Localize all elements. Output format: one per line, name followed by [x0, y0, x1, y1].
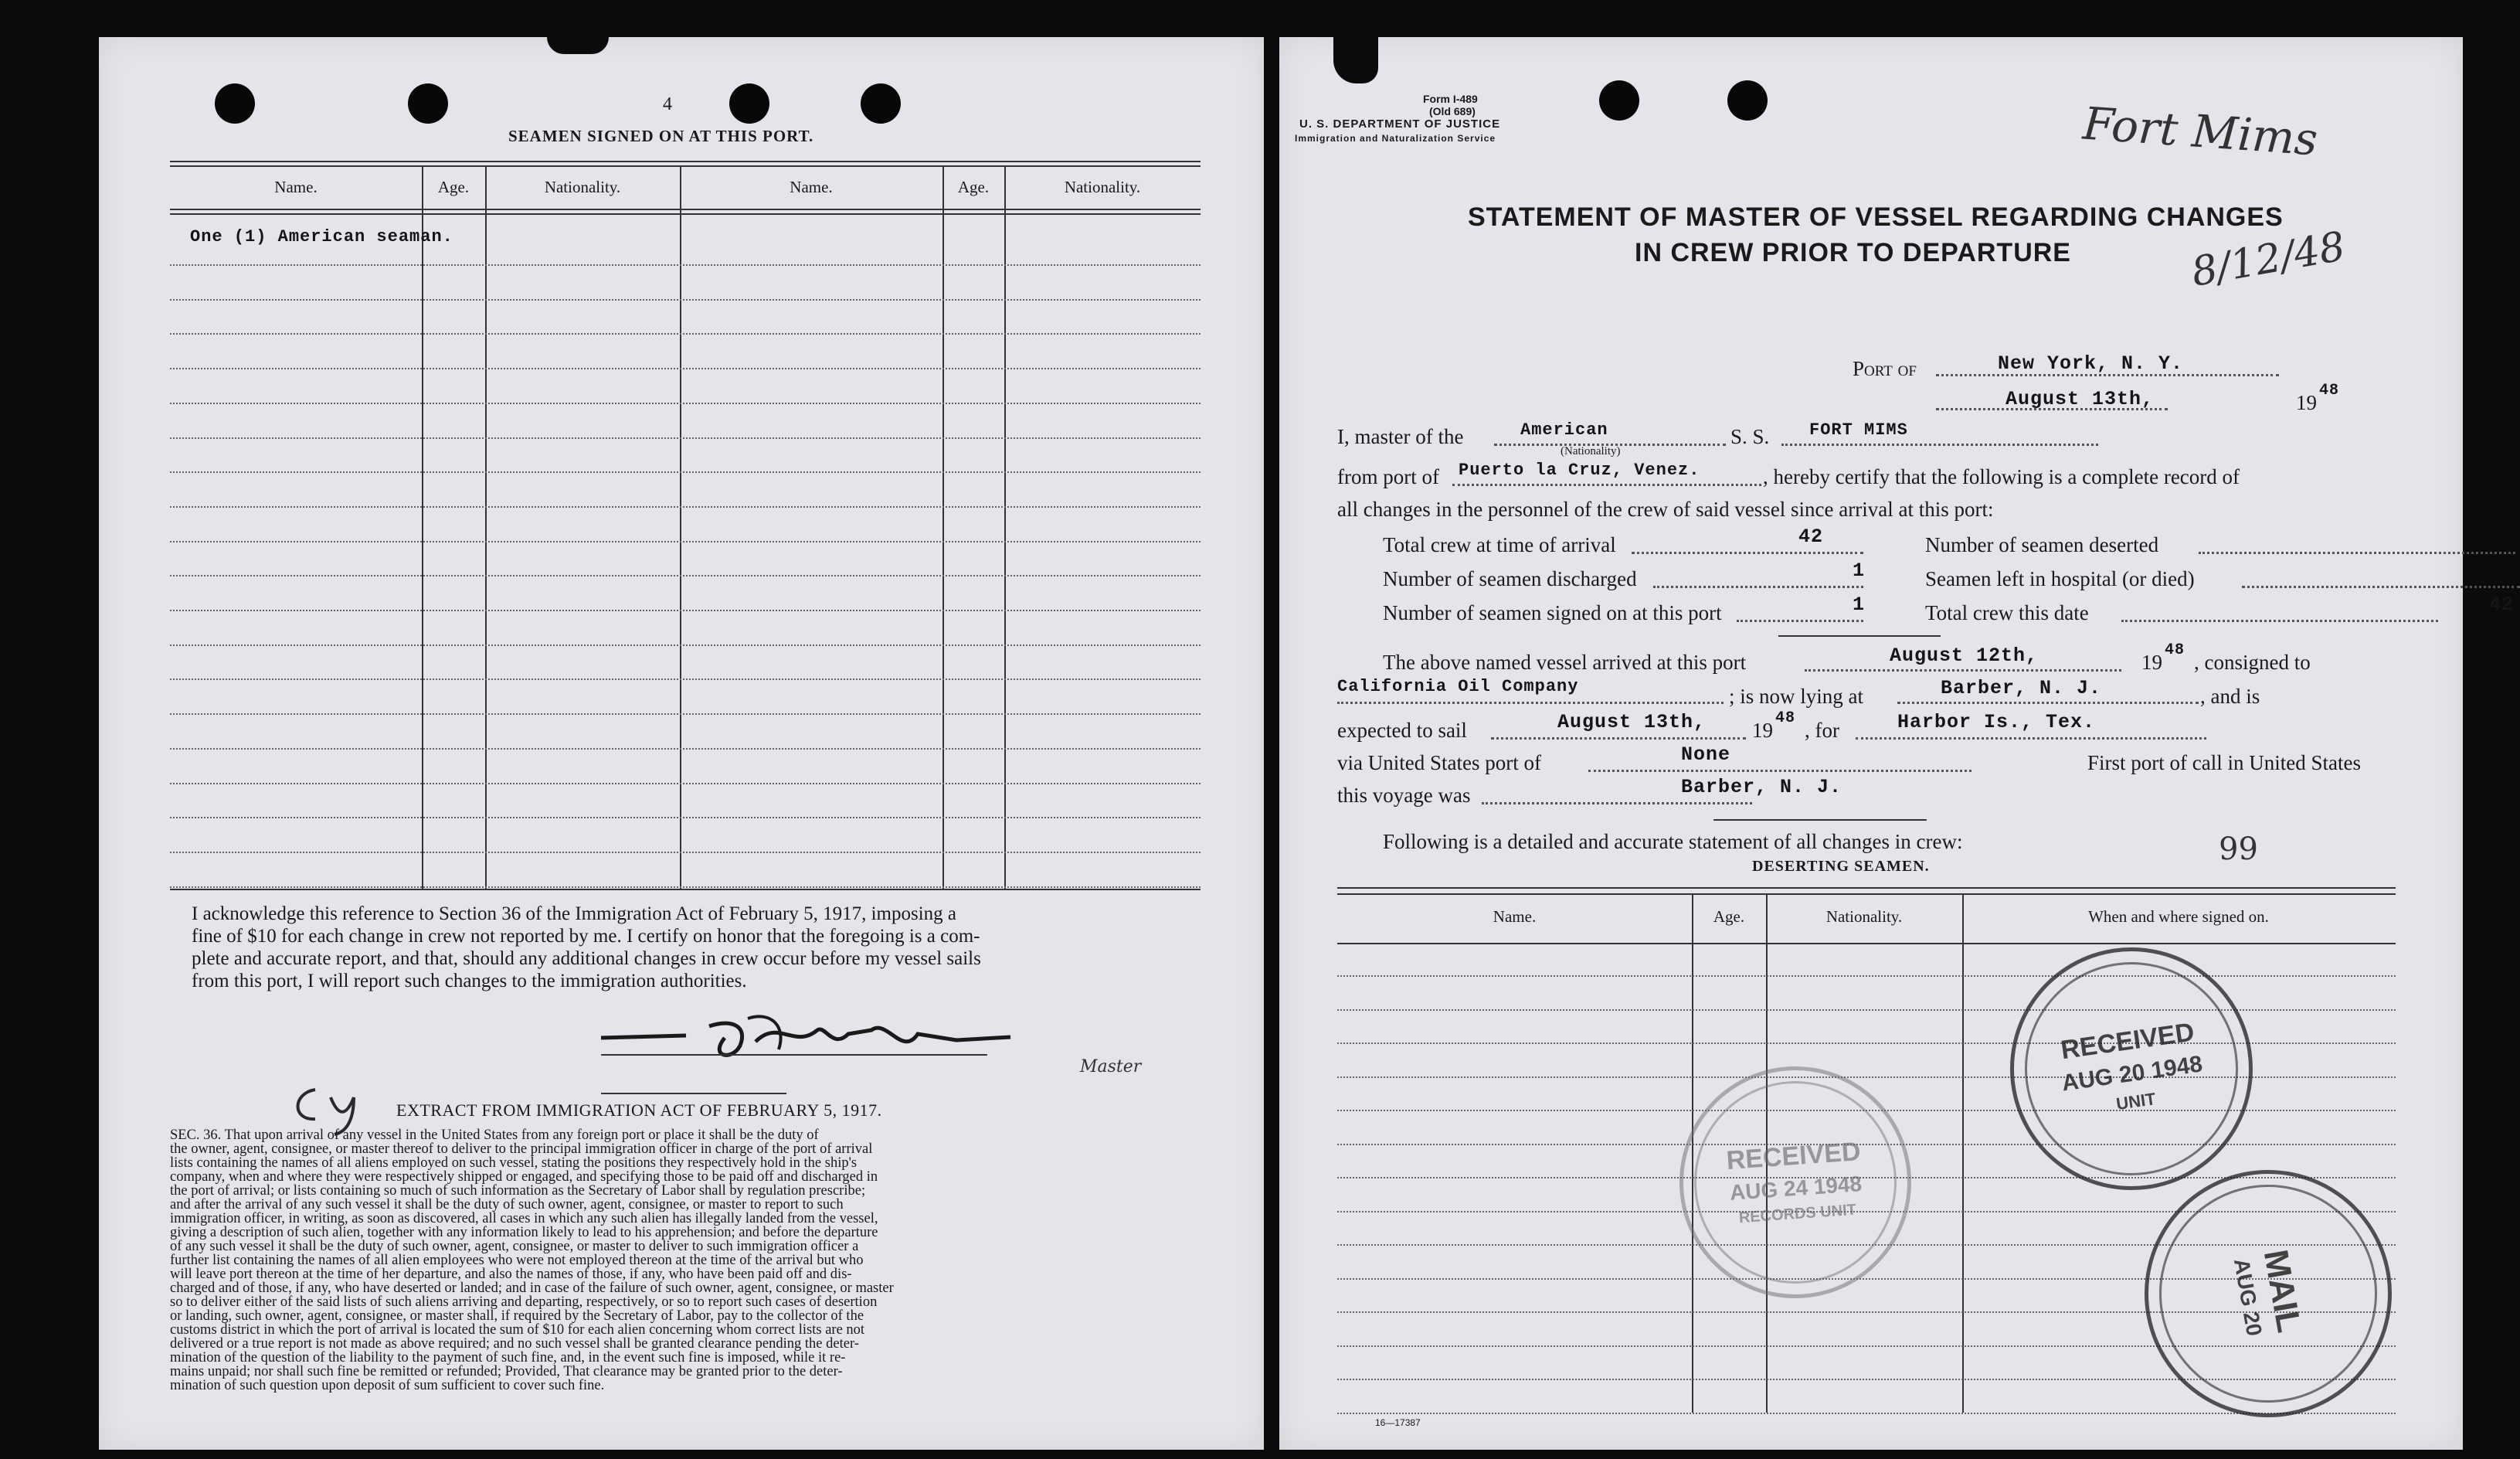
- margin-initials: [286, 1080, 325, 1112]
- table-row-line: [170, 541, 1201, 542]
- right-page: [1279, 37, 2515, 1450]
- table-row-line: [170, 403, 1201, 404]
- divider-rule: [1778, 635, 1941, 637]
- total-crew-date-value: 42: [2489, 593, 2515, 616]
- acknowledgement-text: [192, 903, 1196, 992]
- table-rule: [1337, 893, 2396, 895]
- vessel-name: FORT MIMS: [1809, 420, 1908, 440]
- table-row-line: [170, 506, 1201, 508]
- expected-label: expected to sail: [1337, 719, 1467, 742]
- extract-line: will leave port thereon at the time of her departure, and also the names of those, if any, who have been paid off and dis-: [170, 1267, 852, 1282]
- stamp-date: AUG 20: [2229, 1257, 2267, 1338]
- form-number: Form I-489: [1423, 93, 1478, 105]
- extract-line: charged and of those, if any, who have deserted or landed; and in case of the failure of such owner, agent, consignee, or master: [170, 1280, 894, 1296]
- form-title-line1: STATEMENT OF MASTER OF VESSEL REGARDING CHANGES: [1468, 202, 2284, 232]
- table-row-line: [170, 333, 1201, 335]
- table-col-divider: [485, 165, 487, 889]
- table-row-line: [170, 713, 1201, 715]
- certify-text: , hereby certify that the following is a complete record of: [1763, 465, 2240, 488]
- extract-line: and after the arrival of any such vessel it shall be the duty of such owner, agent, consignee, or master to report to such: [170, 1197, 844, 1212]
- table-rule: [170, 209, 1201, 210]
- and-is-label: , and is: [2200, 685, 2260, 708]
- nationality-caption: (Nationality): [1561, 445, 1621, 457]
- table-row-line: [170, 437, 1201, 439]
- fill-line: [1897, 702, 2199, 704]
- table-col-divider: [1962, 893, 1964, 1413]
- fill-line: [1632, 552, 1863, 554]
- table-col-divider: [422, 165, 423, 889]
- column-header: Age.: [437, 178, 470, 196]
- total-crew-date-label: Total crew this date: [1925, 601, 2089, 624]
- table-rule: [1337, 887, 2396, 889]
- fill-line: [1482, 802, 1752, 804]
- seamen-discharged-value: 1: [1853, 559, 1866, 582]
- extract-line: giving a description of such alien, together with any information likely to lead to his apprehension; and before the departure: [170, 1225, 878, 1240]
- fill-line: [1452, 484, 1761, 486]
- lying-label: ; is now lying at: [1729, 685, 1863, 708]
- extract-line: or landing, such owner, agent, consignee, or master shall, if required by the Secretary of Labor, pay to the collector of the: [170, 1308, 864, 1324]
- table-row-line: [170, 783, 1201, 784]
- stamp-text: RECEIVED: [1725, 1137, 1862, 1176]
- lying-value: Barber, N. J.: [1941, 677, 2102, 699]
- extract-line: immigration officer, in writing, as soon as discovered, all cases in which any such alien has illegally landed from the vessel,: [170, 1211, 878, 1226]
- via-value: None: [1681, 743, 1731, 766]
- table-rule: [170, 213, 1201, 215]
- port-label: Port of: [1853, 357, 1917, 380]
- section-title: SEAMEN SIGNED ON AT THIS PORT.: [508, 127, 814, 145]
- stamp-text: MAIL: [2256, 1246, 2308, 1335]
- fill-line: [1337, 702, 1724, 704]
- expected-year-prefix: 19: [1752, 719, 1773, 742]
- consigned-label: , consigned to: [2194, 651, 2311, 674]
- from-port-label: from port of: [1337, 465, 1439, 488]
- table-col-divider: [942, 165, 944, 889]
- table-col-divider: [680, 165, 681, 889]
- table-row-line: [170, 678, 1201, 680]
- punch-hole: [1727, 80, 1768, 121]
- extract-line: customs district in which the port of arrival is located the sum of $10 for each alien concerning whom correct lists are not: [170, 1322, 865, 1338]
- seamen-hospital-label: Seamen left in hospital (or died): [1925, 567, 2195, 590]
- acknowledgement-line: from this port, I will report such changes to the immigration authorities.: [192, 971, 747, 991]
- punch-hole: [408, 83, 448, 124]
- fill-line: [1781, 444, 2098, 446]
- changes-text: all changes in the personnel of the crew of said vessel since arrival at this port:: [1337, 498, 1994, 521]
- table-rule: [170, 165, 1201, 167]
- following-text: Following is a detailed and accurate statement of all changes in crew:: [1383, 830, 1963, 853]
- column-header: Age.: [1713, 907, 1745, 926]
- arrived-year-value: 48: [2165, 641, 2185, 659]
- deserting-title: DESERTING SEAMEN.: [1752, 858, 1930, 875]
- extract-line: further list containing the names of all alien employees who were not employed thereon at the time of the arrival but who: [170, 1253, 864, 1268]
- extract-title: EXTRACT FROM IMMIGRATION ACT OF FEBRUARY 5, 1917.: [396, 1100, 882, 1120]
- column-header: Nationality.: [1825, 907, 1903, 926]
- fill-line: [1491, 737, 1746, 740]
- divider-rule: [1713, 819, 1927, 821]
- total-crew-arrival-label: Total crew at time of arrival: [1383, 533, 1616, 556]
- fill-line: [1653, 586, 1863, 588]
- table-row-line: [170, 471, 1201, 473]
- table-row-entry: One (1) American seaman.: [190, 227, 453, 247]
- arrived-year-prefix: 19: [2141, 651, 2162, 674]
- table-col-divider: [1004, 165, 1006, 889]
- table-rule: [1337, 943, 2396, 944]
- table-row-line: [170, 748, 1201, 750]
- table-row-line: [170, 264, 1201, 266]
- punch-hole: [1599, 80, 1639, 121]
- stamp-date: AUG 24 1948: [1729, 1172, 1863, 1205]
- punch-hole: [215, 83, 255, 124]
- table-row-line: [170, 886, 1201, 888]
- extract-line: the port of arrival; or lists containing so much of such information as the Secretary of Labor shall by regulation prescribe;: [170, 1183, 866, 1199]
- extract-rule: [601, 1093, 786, 1094]
- records-unit-stamp: [1672, 1059, 1919, 1306]
- margin-number: 99: [2219, 832, 2258, 867]
- handwritten-vessel-name: Fort Mims: [2080, 97, 2320, 166]
- fill-line: [1588, 770, 1972, 772]
- first-port-label: First port of call in United States: [2087, 751, 2361, 774]
- acknowledgement-line: fine of $10 for each change in crew not reported by me. I certify on honor that the foregoing is a com-: [192, 926, 980, 947]
- form-old-number: (Old 689): [1429, 105, 1476, 117]
- column-header: Name.: [274, 178, 318, 196]
- fill-line: [2242, 586, 2520, 588]
- extract-line: mains unpaid; nor shall such fine be remitted or refunded; Provided, That clearance may be granted prior to the deter-: [170, 1364, 843, 1379]
- arrived-label: The above named vessel arrived at this port: [1383, 651, 1747, 674]
- extract-line: company, when and where they were respectively shipped or engaged, and specifying those to be paid off and discharged in: [170, 1169, 878, 1185]
- fill-line: [2121, 620, 2438, 622]
- paper-tear: [1333, 37, 1378, 83]
- master-of-label: I, master of the: [1337, 425, 1464, 448]
- from-port-value: Puerto la Cruz, Venez.: [1459, 461, 1700, 480]
- left-page: [99, 37, 1264, 1450]
- extract-line: delivered or a true report is not made as above required; and no such vessel shall be granted clearance pending the deter-: [170, 1336, 859, 1352]
- signature-label: Master: [1080, 1057, 1142, 1076]
- column-header: Nationality.: [544, 178, 621, 196]
- table-rule: [170, 161, 1201, 162]
- port-value: New York, N. Y.: [1998, 352, 2184, 375]
- stamp-text: RECORDS UNIT: [1738, 1201, 1857, 1227]
- seamen-discharged-label: Number of seamen discharged: [1383, 567, 1637, 590]
- extract-line: SEC. 36. That upon arrival of any vessel in the United States from any foreign port or place it shall be the duty of: [170, 1127, 819, 1143]
- department-name: U. S. DEPARTMENT OF JUSTICE: [1299, 117, 1501, 131]
- form-title-line2: IN CREW PRIOR TO DEPARTURE: [1635, 238, 2071, 267]
- seamen-deserted-label: Number of seamen deserted: [1925, 533, 2159, 556]
- fill-line: [1856, 737, 2206, 740]
- signature-line: [601, 1054, 987, 1056]
- table-row-line: [170, 368, 1201, 369]
- table-row-line: [170, 644, 1201, 646]
- expected-year-value: 48: [1775, 709, 1796, 727]
- extract-line: lists containing the names of all aliens employed on such vessel, stating the positions they respectively hold in the ship's: [170, 1155, 858, 1171]
- extract-line: so to deliver either of the said lists of such aliens arriving and departing, respectively, or so to report such cases of desertion: [170, 1294, 878, 1310]
- handwritten-date: 8/12/48: [2188, 223, 2349, 296]
- fill-line: [1737, 620, 1863, 622]
- received-stamp: [1995, 932, 2269, 1206]
- acknowledgement-line: plete and accurate report, and that, should any additional changes in crew occur before my vessel sails: [192, 948, 981, 969]
- for-label: , for: [1805, 719, 1839, 742]
- table-rule: [170, 889, 1201, 890]
- column-header: Name.: [790, 178, 833, 196]
- fill-line: [2199, 552, 2515, 554]
- paper-tear: [547, 37, 609, 54]
- nationality-value: American: [1520, 420, 1608, 440]
- year-value: 48: [2319, 382, 2340, 400]
- for-value: Harbor Is., Tex.: [1897, 711, 2096, 733]
- service-name: Immigration and Naturalization Service: [1295, 133, 1496, 144]
- page-number: 4: [663, 94, 672, 114]
- via-label: via United States port of: [1337, 751, 1541, 774]
- stamp-date: AUG 20 1948: [2060, 1050, 2204, 1097]
- table-row-line: [170, 299, 1201, 301]
- mail-stamp: [2125, 1151, 2412, 1437]
- extract-line: mination of the question of the liability to the payment of such fine, and, in the event such fine is imposed, while it re-: [170, 1350, 846, 1365]
- acknowledgement-line: I acknowledge this reference to Section 36 of the Immigration Act of February 5, 1917, imposing a: [192, 903, 957, 924]
- table-row-line: [170, 852, 1201, 853]
- expected-value: August 13th,: [1557, 711, 1707, 733]
- master-signature: [593, 1003, 1026, 1073]
- extract-line: mination of such question upon deposit of sum sufficient to cover such fine.: [170, 1378, 605, 1393]
- extract-line: of any such vessel it shall be the duty of such owner, agent, consignee, or master to deliver to such immigration officer a: [170, 1239, 859, 1254]
- fill-line: [1805, 669, 2121, 672]
- this-voyage-value: Barber, N. J.: [1681, 776, 1842, 798]
- table-row-line: [170, 575, 1201, 576]
- date-value: August 13th,: [2005, 388, 2155, 410]
- arrived-value: August 12th,: [1890, 644, 2039, 667]
- table-row-line: [1337, 975, 2396, 977]
- seamen-signed-value: 1: [1853, 593, 1866, 616]
- this-voyage-label: this voyage was: [1337, 784, 1471, 807]
- column-header: When and where signed on.: [2088, 907, 2269, 926]
- extract-text: [170, 1128, 1210, 1393]
- stamp-text: UNIT: [2114, 1088, 2157, 1114]
- year-prefix: 19: [2296, 391, 2317, 414]
- column-header: Age.: [957, 178, 990, 196]
- punch-hole: [729, 83, 769, 124]
- punch-hole: [861, 83, 901, 124]
- table-row-line: [170, 610, 1201, 611]
- ss-label: S. S.: [1730, 425, 1770, 448]
- column-header: Nationality.: [1064, 178, 1141, 196]
- total-crew-arrival-value: 42: [1798, 525, 1824, 548]
- column-header: Name.: [1493, 907, 1537, 926]
- consignee-value: California Oil Company: [1337, 677, 1579, 696]
- stamp-text: RECEIVED: [2059, 1016, 2196, 1065]
- footer-code: 16—17387: [1375, 1417, 1421, 1428]
- table-row-line: [170, 817, 1201, 818]
- seamen-signed-label: Number of seamen signed on at this port: [1383, 601, 1722, 624]
- extract-line: the owner, agent, consignee, or master thereof to deliver to the principal immigration officer in charge of the port of arrival: [170, 1141, 873, 1157]
